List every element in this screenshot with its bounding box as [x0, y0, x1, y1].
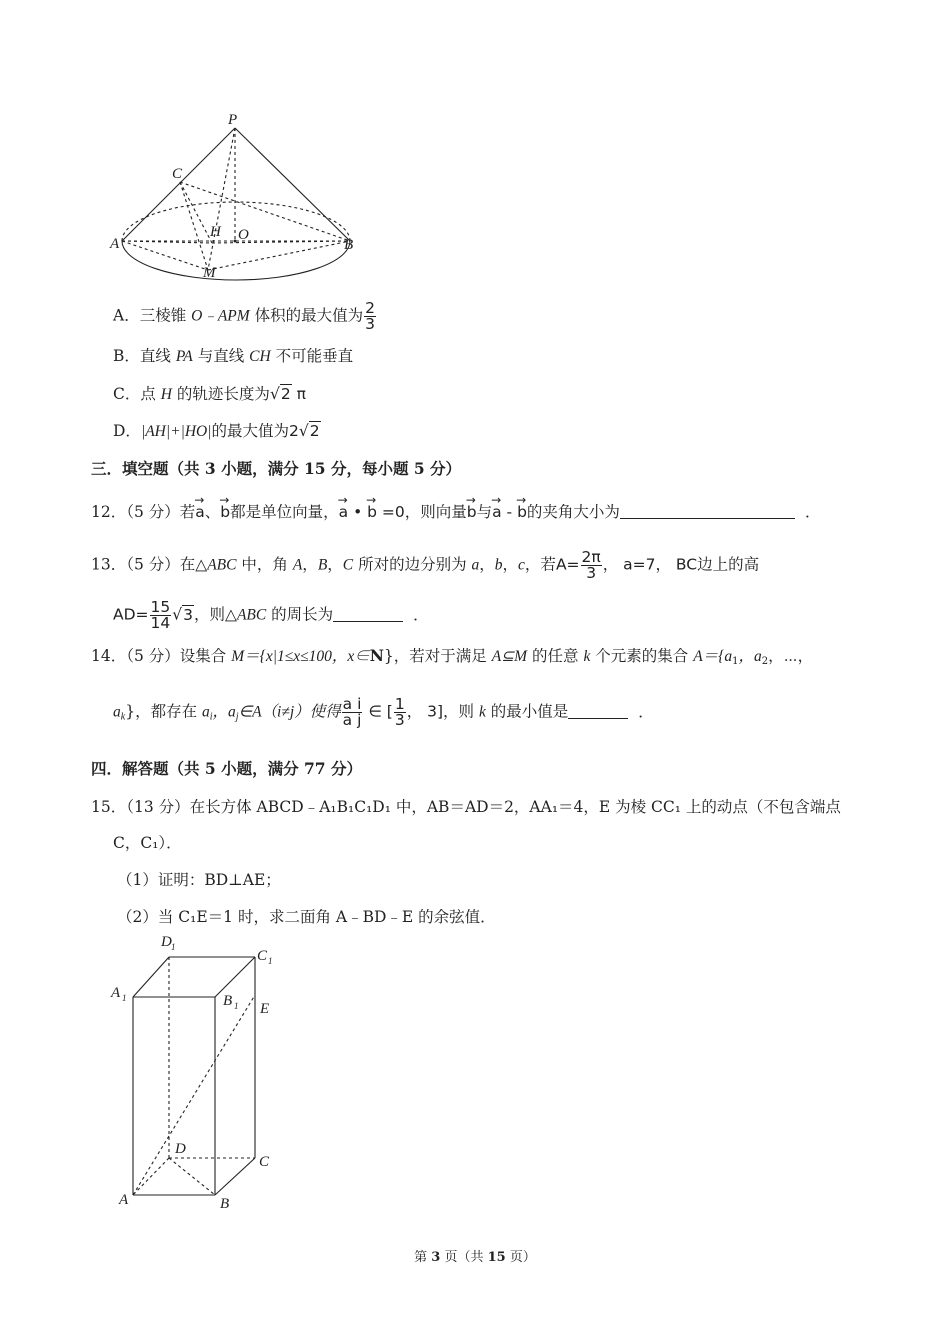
question-15-line2: C，C₁）． — [113, 834, 182, 852]
question-15-line1: 15．（13 分）在长方体 ABCD﹣A₁B₁C₁D₁ 中，AB＝AD＝2，AA₁＝4，E 为棱 CC₁ 上的动点（不包含端点 — [91, 798, 841, 816]
label-h: H — [210, 224, 221, 240]
svg-text:1: 1 — [268, 956, 273, 966]
section-4-title: 四．解答题（共 5 小题，满分 77 分） — [91, 759, 362, 778]
label-o: O — [238, 227, 249, 243]
label-d: D — [175, 1141, 186, 1157]
page-total: 15 — [487, 1250, 506, 1265]
svg-text:1: 1 — [171, 942, 176, 952]
label-b: B — [344, 237, 354, 253]
label-a: A — [119, 1192, 129, 1208]
question-14-line1: 14．（5 分）设集合 M＝{x|1≤x≤100，x∈N}，若对于满足 A⊆M 的任意 k 个元素的集合 $A=\{a_1$，$a_2$，⋯， — [91, 646, 814, 667]
question-13-line1: 13．（5 分）在△ABC 中，角 A，B，C 所对的边分别为 a，b，c，若A= $\frac{2\pi}{3}$ ， a=7， BC边上的高 — [91, 548, 760, 582]
question-15-part2: （2）当 C₁E＝1 时，求二面角 A﹣BD﹣E 的余弦值． — [117, 908, 496, 926]
label-e: E — [260, 1001, 270, 1017]
label-b: B — [220, 1196, 230, 1212]
label-a1: A — [111, 985, 121, 1001]
section-3-title: 三．填空题（共 3 小题，满分 15 分，每小题 5 分） — [91, 459, 462, 478]
option-c: C．点 H 的轨迹长度为√2 π — [113, 385, 306, 403]
label-b1: B — [223, 993, 233, 1009]
label-c: C — [259, 1154, 270, 1170]
label-a: A — [110, 236, 120, 252]
question-13-line2: AD= $\frac{15}{14}$ √3，则△ABC 的周长为 ． — [113, 598, 429, 632]
option-b: B．直线 PA 与直线 CH 不可能垂直 — [113, 347, 354, 365]
label-d1: D — [161, 934, 172, 950]
page-number: 3 — [431, 1250, 441, 1265]
label-m: M — [203, 265, 216, 281]
label-p: P — [228, 112, 238, 128]
label-c: C — [172, 166, 183, 182]
answer-blank-14[interactable] — [568, 703, 628, 719]
page-footer: 第 3 页（共 15 页） — [414, 1250, 536, 1265]
option-d: D．|AH|+|HO|的最大值为2√2 — [113, 422, 320, 440]
cone-edge-pb — [235, 128, 350, 241]
question-14-line2: $a_k$}，都存在 $a_i$，$a_j\in A(i\ne j)$使得 $\frac{\text{a i}}{\text{a j}}$ ∈ [ $\frac{1}{3}$ ， 3]，则 k 的最小值是 ． — [113, 695, 654, 729]
option-a: A．三棱锥 O﹣APM 体积的最大值为 $\frac{2}{3}$ — [113, 299, 375, 333]
cone-base-front — [122, 241, 350, 280]
question-15-part1: （1）证明：BD⊥AE； — [117, 871, 281, 889]
cone-figure — [100, 110, 370, 285]
answer-blank-13[interactable] — [333, 606, 403, 622]
svg-text:1: 1 — [122, 993, 127, 1003]
svg-text:1: 1 — [234, 1001, 239, 1011]
answer-blank-12[interactable] — [620, 503, 795, 519]
label-c1: C — [257, 948, 268, 964]
question-12: 12．（5 分）若→ a、→ b都是单位向量，→ a • → b =0，则向量→ b与→ a - → b的夹角大小为 ． — [91, 502, 820, 522]
box-figure — [105, 930, 295, 1215]
